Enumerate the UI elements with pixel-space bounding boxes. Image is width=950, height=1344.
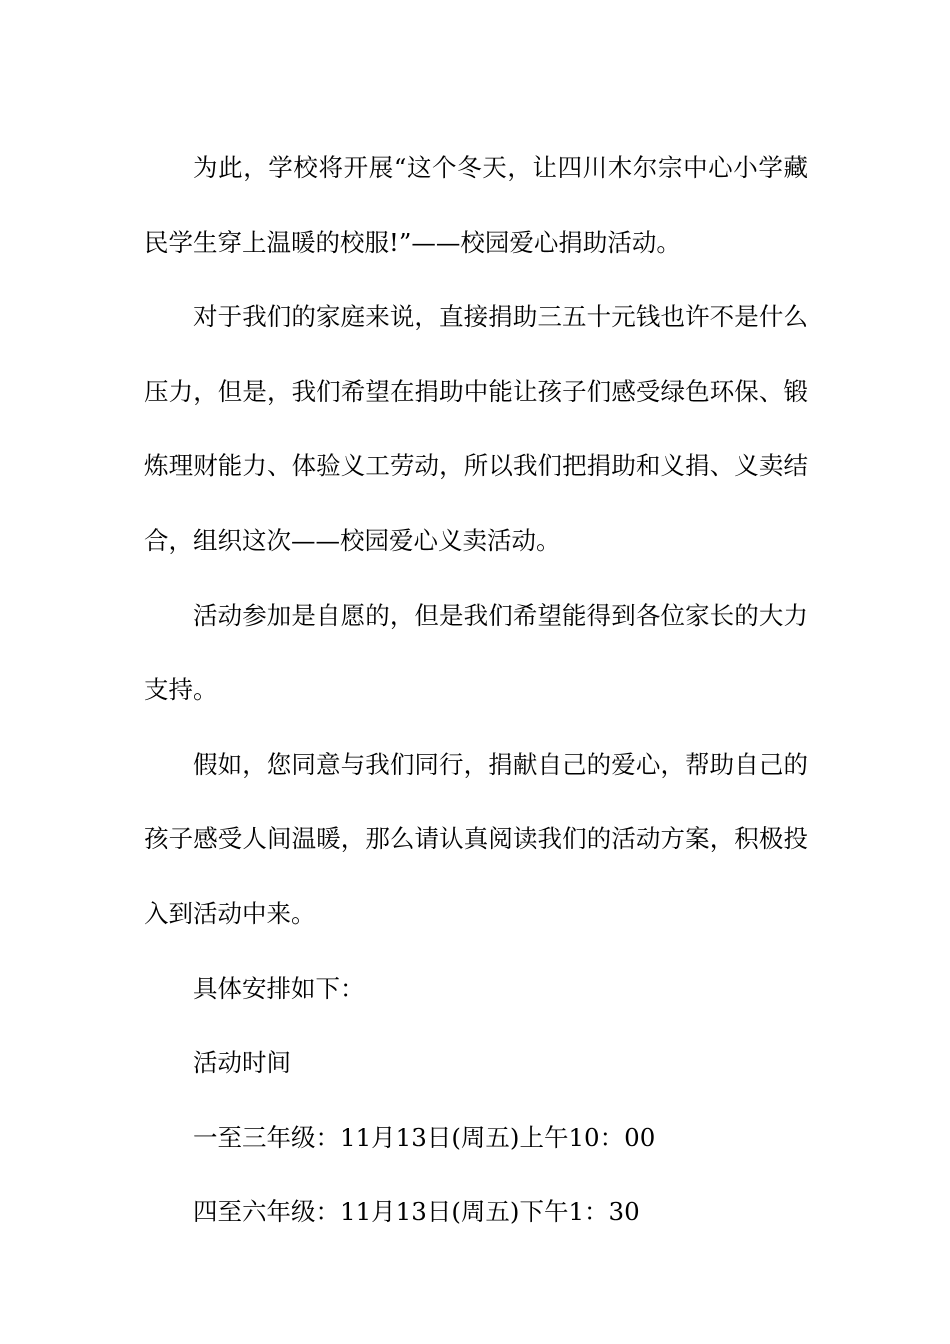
paragraph-arrangement-heading: 具体安排如下： bbox=[193, 973, 365, 1003]
paragraph-activity-intro: 为此，学校将开展“这个冬天，让四川木尔宗中心小学藏民学生穿上温暖的校服!”——校园爱心捐助活动。 bbox=[144, 153, 808, 257]
document-body bbox=[144, 131, 808, 1250]
paragraph-invitation: 假如，您同意与我们同行，捐献自己的爱心，帮助自己的孩子感受人间温暖，那么请认真阅读我们的活动方案，积极投入到活动中来。 bbox=[144, 749, 808, 928]
paragraph-schedule-grades-4-6: 四至六年级：11月13日(周五)下午1：30 bbox=[193, 1197, 640, 1227]
paragraph-activity-time-heading: 活动时间 bbox=[193, 1048, 291, 1078]
paragraph-schedule-grades-1-3: 一至三年级：11月13日(周五)上午10：00 bbox=[193, 1122, 656, 1152]
paragraph-purpose: 对于我们的家庭来说，直接捐助三五十元钱也许不是什么压力，但是，我们希望在捐助中能让孩子们感受绿色环保、锻炼理财能力、体验义工劳动，所以我们把捐助和义捐、义卖结合，组织这次——校园爱心义卖活动。 bbox=[144, 302, 808, 555]
paragraph-voluntary: 活动参加是自愿的，但是我们希望能得到各位家长的大力支持。 bbox=[144, 600, 808, 705]
